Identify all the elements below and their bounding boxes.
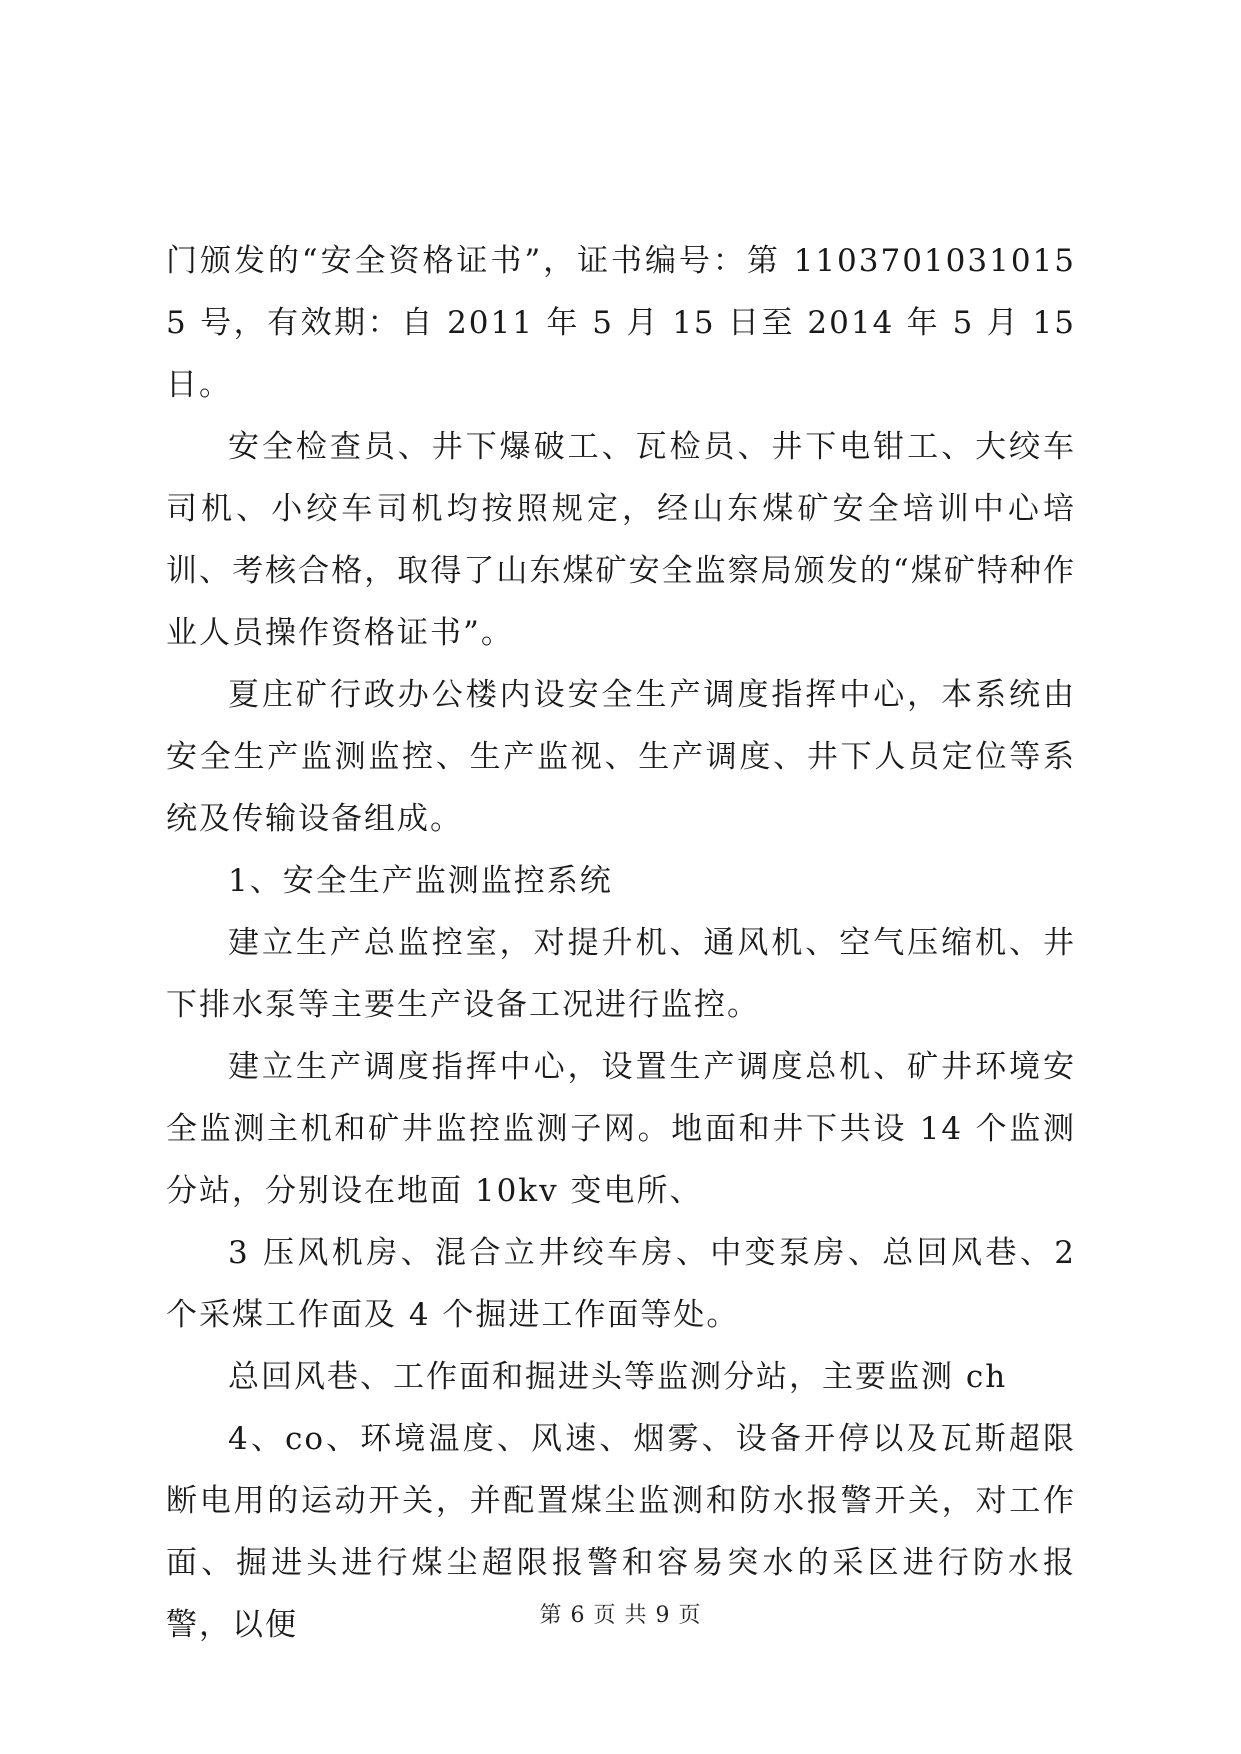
paragraph-monitoring-targets: 总回风巷、工作面和掘进头等监测分站，主要监测 ch: [228, 1359, 1008, 1395]
page-footer: 第 6 页 共 9 页: [539, 1603, 702, 1628]
paragraph-special-operators: 安全检查员、井下爆破工、瓦检员、井下电钳工、大绞车司机、小绞车司机均按照规定，经山东煤矿安全培训中心培训、考核合格，取得了山东煤矿安全监察局颁发的“煤矿特种作业人员操作资格证书”。: [166, 429, 1076, 651]
paragraph-monitoring-details: 4、co、环境温度、风速、烟雾、设备开停以及瓦斯超限断电用的运动开关，并配置煤尘监测和防水报警开关，对工作面、掘进头进行煤尘超限报警和容易突水的采区进行防水报警，以便: [166, 1421, 1076, 1643]
paragraph-certificate-info: 门颁发的“安全资格证书”，证书编号：第 11037010310155 号，有效期：自 2011 年 5 月 15 日至 2014 年 5 月 15 日。: [166, 243, 1088, 403]
paragraph-station-locations: 3 压风机房、混合立井绞车房、中变泵房、总回风巷、2 个采煤工作面及 4 个掘进工作面等处。: [166, 1235, 1088, 1333]
paragraph-monitoring-room: 建立生产总监控室，对提升机、通风机、空气压缩机、井下排水泵等主要生产设备工况进行监控。: [166, 925, 1076, 1023]
document-body: [166, 230, 1088, 1656]
paragraph-dispatch-center: 夏庄矿行政办公楼内设安全生产调度指挥中心，本系统由安全生产监测监控、生产监视、生产调度、井下人员定位等系统及传输设备组成。: [166, 677, 1076, 837]
paragraph-dispatch-setup: 建立生产调度指挥中心，设置生产调度总机、矿井环境安全监测主机和矿井监控监测子网。地面和井下共设 14 个监测分站，分别设在地面 10kv 变电所、: [166, 1049, 1076, 1209]
section-heading-monitoring-system: 1、安全生产监测监控系统: [228, 863, 613, 899]
